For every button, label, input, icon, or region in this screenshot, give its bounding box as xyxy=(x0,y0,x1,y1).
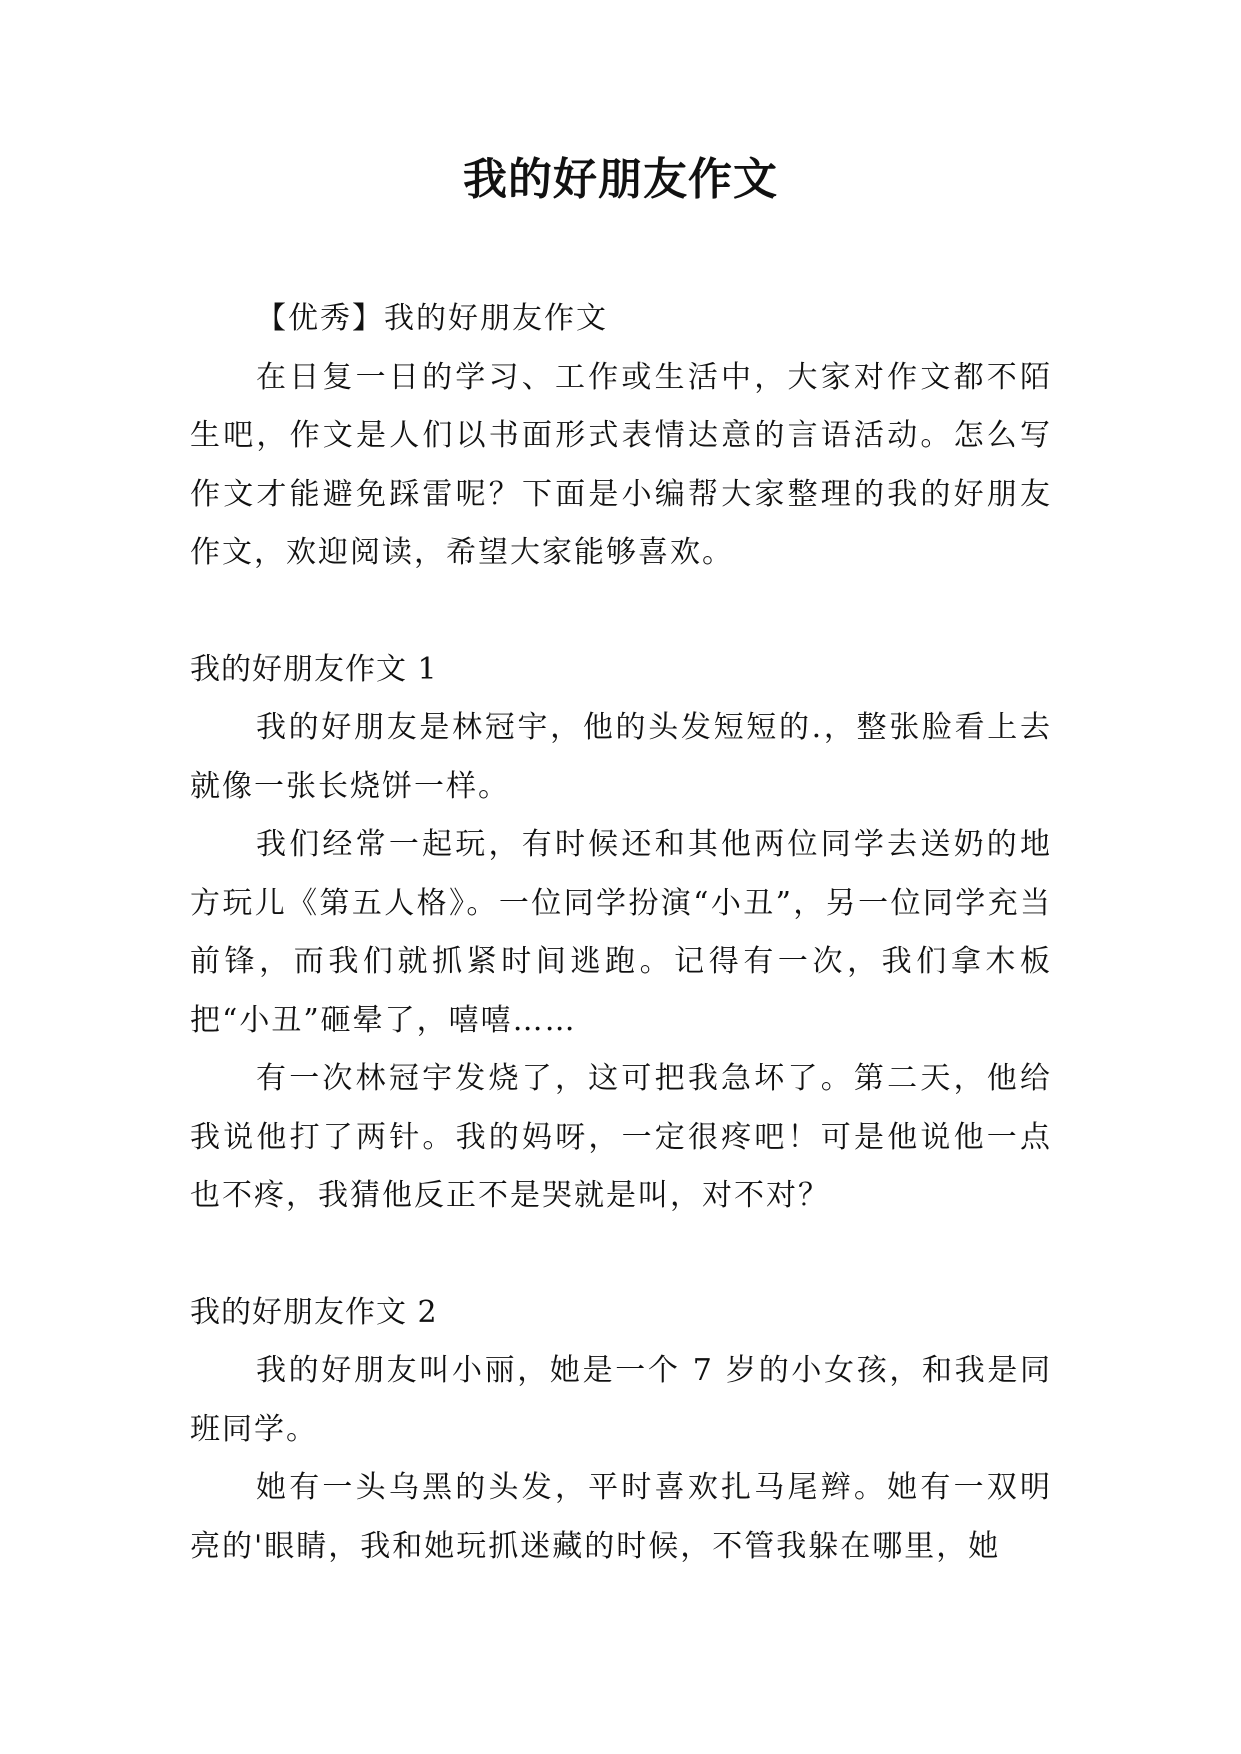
paragraph: 她有一头乌黑的头发，平时喜欢扎马尾辫。她有一双明亮的'眼睛，我和她玩抓迷藏的时候，不管我躲在哪里，她 xyxy=(190,1470,1052,1564)
intro-paragraph: 在日复一日的学习、工作或生活中，大家对作文都不陌生吧，作文是人们以书面形式表情达意的言语活动。怎么写作文才能避免踩雷呢？下面是小编帮大家整理的我的好朋友作文，欢迎阅读，希望大家能够喜欢。 xyxy=(190,359,1052,570)
section-heading-1: 我的好朋友作文 1 xyxy=(190,651,438,687)
section-heading-2: 我的好朋友作文 2 xyxy=(190,1294,438,1330)
paragraph: 有一次林冠宇发烧了，这可把我急坏了。第二天，他给我说他打了两针。我的妈呀，一定很疼吧！可是他说他一点也不疼，我猜他反正不是哭就是叫，对不对？ xyxy=(190,1061,1052,1213)
paragraph: 我的好朋友是林冠宇，他的头发短短的.，整张脸看上去就像一张长烧饼一样。 xyxy=(190,710,1052,804)
intro-label: 【优秀】我的好朋友作文 xyxy=(256,301,608,336)
paragraph: 我的好朋友叫小丽，她是一个 7 岁的小女孩，和我是同班同学。 xyxy=(190,1353,1052,1447)
document-body xyxy=(190,290,1052,1576)
paragraph: 我们经常一起玩，有时候还和其他两位同学去送奶的地方玩儿《第五人格》。一位同学扮演“小丑”，另一位同学充当前锋，而我们就抓紧时间逃跑。记得有一次，我们拿木板把“小丑”砸晕了，嘻嘻…… xyxy=(190,827,1052,1038)
document-title: 我的好朋友作文 xyxy=(463,154,778,205)
